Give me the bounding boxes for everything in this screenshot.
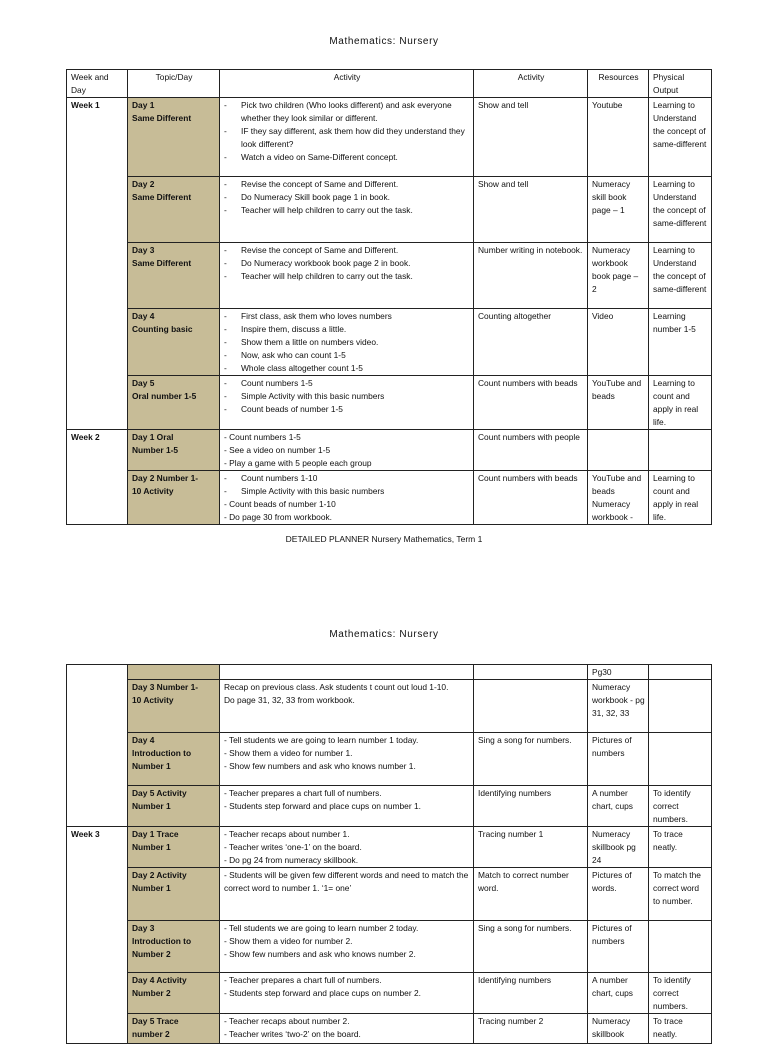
topic-cell <box>128 665 220 680</box>
activity-2-cell: Counting altogether <box>474 309 588 376</box>
week-cell: Week 1 <box>67 98 128 430</box>
physical-output-cell: Learning to count and apply in real life. <box>649 471 712 525</box>
activity-bullet: - Revise the concept of Same and Different. <box>224 244 470 257</box>
table-row <box>67 1014 712 1044</box>
topic-line: Day 4 Activity <box>132 975 187 985</box>
page-title-2: Mathematics: Nursery <box>329 629 439 640</box>
topic-line: Number 1-5 <box>132 445 179 455</box>
activity-bullet: - First class, ask them who loves numbers <box>224 310 470 323</box>
planner-table-page-2 <box>66 664 712 1044</box>
topic-line: Number 2 <box>132 988 171 998</box>
table-row <box>67 430 712 471</box>
activity-line: - Teacher writes ‘one-1’ on the board. <box>224 842 362 852</box>
activity-cell <box>220 376 474 430</box>
physical-output-cell: Learning to Understand the concept of same-different <box>649 177 712 243</box>
activity-bullet: - Do Numeracy Skill book page 1 in book. <box>224 191 470 204</box>
activity-line: Do page 31, 32, 33 from workbook. <box>224 695 355 705</box>
header-activity-2: Activity <box>474 70 588 98</box>
topic-line: Day 5 Activity <box>132 788 187 798</box>
topic-line: Number 1 <box>132 801 171 811</box>
activity-bullet: - Pick two children (Who looks different) and ask everyone whether they look similar or different. <box>224 99 470 125</box>
topic-line: Day 3 Number 1- <box>132 682 199 692</box>
activity-2-cell: Count numbers with beads <box>474 471 588 525</box>
activity-2-cell: Count numbers with beads <box>474 376 588 430</box>
topic-line: Day 2 Number 1- <box>132 473 199 483</box>
resources-cell: Numeracy skillbook <box>588 1014 649 1044</box>
topic-cell <box>128 471 220 525</box>
resources-cell: Numeracy skill book page – 1 <box>588 177 649 243</box>
resources-cell: YouTube and beads <box>588 376 649 430</box>
resources-cell: Pg30 <box>588 665 649 680</box>
activity-bullet: - Watch a video on Same-Different concept. <box>224 151 470 164</box>
table-row <box>67 376 712 430</box>
topic-line: Number 1 <box>132 761 171 771</box>
activity-2-cell: Identifying numbers <box>474 786 588 827</box>
activity-2-cell: Tracing number 2 <box>474 1014 588 1044</box>
activity-line: - Tell students we are going to learn number 2 today. <box>224 923 419 933</box>
activity-cell <box>220 177 474 243</box>
activity-bullet: - Whole class altogether count 1-5 <box>224 362 470 375</box>
topic-line: Same Different <box>132 113 192 123</box>
topic-line: Introduction to <box>132 936 192 946</box>
topic-line: Same Different <box>132 258 192 268</box>
table-caption: DETAILED PLANNER Nursery Mathematics, Term 1 <box>285 534 483 544</box>
activity-cell <box>220 680 474 733</box>
topic-cell <box>128 733 220 786</box>
activity-bullet: - Revise the concept of Same and Different. <box>224 178 470 191</box>
topic-cell <box>128 921 220 973</box>
physical-output-cell: To trace neatly. <box>649 1014 712 1044</box>
topic-line: Day 5 Trace <box>132 1016 179 1026</box>
resources-cell: Pictures of numbers <box>588 733 649 786</box>
topic-cell <box>128 376 220 430</box>
activity-line: - Show few numbers and ask who knows number 2. <box>224 949 416 959</box>
activity-2-cell: Show and tell <box>474 177 588 243</box>
table-row <box>67 827 712 868</box>
topic-line: Day 3 <box>132 923 155 933</box>
activity-line: - Teacher prepares a chart full of numbers. <box>224 788 382 798</box>
resources-cell: Numeracy skillbook pg 24 <box>588 827 649 868</box>
physical-output-cell: Learning to Understand the concept of same-different <box>649 98 712 177</box>
activity-line: - Do pg 24 from numeracy skillbook. <box>224 855 359 865</box>
activity-2-cell <box>474 665 588 680</box>
activity-line: - Do page 30 from workbook. <box>224 512 332 522</box>
resources-cell: Video <box>588 309 649 376</box>
table-row <box>67 177 712 243</box>
activity-2-cell: Tracing number 1 <box>474 827 588 868</box>
resources-cell: Pictures of numbers <box>588 921 649 973</box>
week-cell: Week 3 <box>67 827 128 1044</box>
activity-lines <box>224 1015 470 1041</box>
resources-cell: A number chart, cups <box>588 786 649 827</box>
activity-bullet: - Simple Activity with this basic numbers <box>224 485 470 498</box>
topic-cell <box>128 827 220 868</box>
topic-line: Oral number 1-5 <box>132 391 197 401</box>
table-header-row <box>67 70 712 98</box>
activity-lines <box>224 869 470 895</box>
activity-line: - Teacher writes ‘two-2’ on the board. <box>224 1029 361 1039</box>
topic-line: Day 4 <box>132 311 155 321</box>
topic-line: Day 2 Activity <box>132 870 187 880</box>
activity-line: Recap on previous class. Ask students t count out loud 1-10. <box>224 682 449 692</box>
activity-bullet-list <box>224 244 470 283</box>
topic-cell <box>128 973 220 1014</box>
table-row <box>67 243 712 309</box>
topic-line: Day 2 <box>132 179 155 189</box>
physical-output-cell: To identify correct numbers. <box>649 786 712 827</box>
physical-output-cell: Learning to count and apply in real life. <box>649 376 712 430</box>
activity-line: - Tell students we are going to learn number 1 today. <box>224 735 419 745</box>
activity-cell <box>220 921 474 973</box>
activity-line: - Play a game with 5 people each group <box>224 458 372 468</box>
activity-2-cell: Sing a song for numbers. <box>474 921 588 973</box>
table-row <box>67 973 712 1014</box>
resources-cell: Pictures of words. <box>588 868 649 921</box>
activity-2-cell: Sing a song for numbers. <box>474 733 588 786</box>
activity-bullet: - Count numbers 1-5 <box>224 377 470 390</box>
activity-line: - Show them a video for number 2. <box>224 936 353 946</box>
activity-line: - Show few numbers and ask who knows number 1. <box>224 761 416 771</box>
topic-cell <box>128 98 220 177</box>
topic-cell <box>128 243 220 309</box>
topic-cell <box>128 680 220 733</box>
planner-table-page-1 <box>66 69 712 525</box>
physical-output-cell: To match the correct word to number. <box>649 868 712 921</box>
activity-lines <box>224 974 470 1000</box>
physical-output-cell <box>649 921 712 973</box>
activity-line: - Count beads of number 1-10 <box>224 499 336 509</box>
activity-line: - Students will be given few different words and need to match the correct word to number 1. ‘1= one’ <box>224 870 469 893</box>
topic-line: Number 2 <box>132 949 171 959</box>
resources-cell: YouTube and beads Numeracy workbook - <box>588 471 649 525</box>
activity-bullet: - Count beads of number 1-5 <box>224 403 470 416</box>
activity-line: - See a video on number 1-5 <box>224 445 331 455</box>
activity-2-cell: Match to correct number word. <box>474 868 588 921</box>
topic-line: Introduction to <box>132 748 192 758</box>
physical-output-cell: To trace neatly. <box>649 827 712 868</box>
header-physical-output: Physical Output <box>649 70 712 98</box>
activity-lines <box>224 681 470 707</box>
week-cell: Week 2 <box>67 430 128 525</box>
activity-cell <box>220 309 474 376</box>
topic-line: number 2 <box>132 1029 170 1039</box>
topic-line: Number 1 <box>132 883 171 893</box>
physical-output-cell: To identify correct numbers. <box>649 973 712 1014</box>
header-week-and-day: Week and Day <box>67 70 128 98</box>
table-row <box>67 921 712 973</box>
topic-cell <box>128 177 220 243</box>
activity-bullet-list <box>224 178 470 217</box>
activity-lines <box>224 828 470 867</box>
activity-line: - Show them a video for number 1. <box>224 748 353 758</box>
table-row <box>67 471 712 525</box>
activity-lines <box>224 498 470 524</box>
resources-cell: Numeracy workbook book page – 2 <box>588 243 649 309</box>
topic-line: Day 5 <box>132 378 155 388</box>
topic-line: Number 1 <box>132 842 171 852</box>
activity-cell <box>220 1014 474 1044</box>
resources-cell: Youtube <box>588 98 649 177</box>
week-cell <box>67 665 128 827</box>
topic-line: Day 3 <box>132 245 155 255</box>
activity-bullet-list <box>224 99 470 164</box>
page-title: Mathematics: Nursery <box>329 36 439 47</box>
topic-cell <box>128 868 220 921</box>
topic-line: Day 1 <box>132 100 155 110</box>
activity-cell <box>220 665 474 680</box>
activity-2-cell <box>474 680 588 733</box>
header-activity: Activity <box>220 70 474 98</box>
physical-output-cell <box>649 665 712 680</box>
topic-line: Day 1 Trace <box>132 829 179 839</box>
topic-line: 10 Activity <box>132 695 174 705</box>
activity-bullet: - IF they say different, ask them how did they understand they look different? <box>224 125 470 151</box>
activity-bullet-list <box>224 310 470 375</box>
activity-line: - Students step forward and place cups on number 2. <box>224 988 421 998</box>
activity-cell <box>220 471 474 525</box>
activity-cell <box>220 98 474 177</box>
activity-cell <box>220 786 474 827</box>
activity-2-cell: Count numbers with people <box>474 430 588 471</box>
activity-lines <box>224 922 470 961</box>
topic-line: Same Different <box>132 192 192 202</box>
activity-cell <box>220 827 474 868</box>
activity-bullet: - Show them a little on numbers video. <box>224 336 470 349</box>
table-row <box>67 309 712 376</box>
activity-cell <box>220 733 474 786</box>
table-row <box>67 868 712 921</box>
activity-cell <box>220 868 474 921</box>
activity-cell <box>220 973 474 1014</box>
topic-line: Day 1 Oral <box>132 432 174 442</box>
activity-line: - Teacher recaps about number 1. <box>224 829 350 839</box>
table-row <box>67 786 712 827</box>
activity-bullet: - Now, ask who can count 1-5 <box>224 349 470 362</box>
activity-bullet: - Simple Activity with this basic numbers <box>224 390 470 403</box>
activity-bullet: - Inspire them, discuss a little. <box>224 323 470 336</box>
table-row <box>67 665 712 680</box>
activity-line: - Teacher recaps about number 2. <box>224 1016 350 1026</box>
activity-lines <box>224 431 470 470</box>
activity-bullet: - Count numbers 1-10 <box>224 472 470 485</box>
activity-lines <box>224 787 470 813</box>
resources-cell: Numeracy workbook - pg 31, 32, 33 <box>588 680 649 733</box>
topic-cell <box>128 430 220 471</box>
table-row <box>67 733 712 786</box>
topic-cell <box>128 786 220 827</box>
activity-2-cell: Show and tell <box>474 98 588 177</box>
activity-line: - Teacher prepares a chart full of numbers. <box>224 975 382 985</box>
resources-cell: A number chart, cups <box>588 973 649 1014</box>
activity-line: - Count numbers 1-5 <box>224 432 301 442</box>
physical-output-cell <box>649 733 712 786</box>
topic-cell <box>128 309 220 376</box>
physical-output-cell: Learning number 1-5 <box>649 309 712 376</box>
resources-cell <box>588 430 649 471</box>
activity-bullet: - Teacher will help children to carry out the task. <box>224 270 470 283</box>
physical-output-cell: Learning to Understand the concept of same-different <box>649 243 712 309</box>
physical-output-cell <box>649 680 712 733</box>
physical-output-cell <box>649 430 712 471</box>
activity-2-cell: Identifying numbers <box>474 973 588 1014</box>
topic-cell <box>128 1014 220 1044</box>
activity-bullet: - Do Numeracy workbook book page 2 in book. <box>224 257 470 270</box>
activity-cell <box>220 430 474 471</box>
activity-bullet: - Teacher will help children to carry out the task. <box>224 204 470 217</box>
table-row <box>67 680 712 733</box>
activity-lines <box>224 734 470 773</box>
activity-line: - Students step forward and place cups on number 1. <box>224 801 421 811</box>
activity-cell <box>220 243 474 309</box>
activity-bullet-list <box>224 472 470 498</box>
header-topic-day: Topic/Day <box>128 70 220 98</box>
topic-line: Counting basic <box>132 324 193 334</box>
activity-bullet-list <box>224 377 470 416</box>
table-row <box>67 98 712 177</box>
topic-line: Day 4 <box>132 735 155 745</box>
header-resources: Resources <box>588 70 649 98</box>
activity-2-cell: Number writing in notebook. <box>474 243 588 309</box>
topic-line: 10 Activity <box>132 486 174 496</box>
